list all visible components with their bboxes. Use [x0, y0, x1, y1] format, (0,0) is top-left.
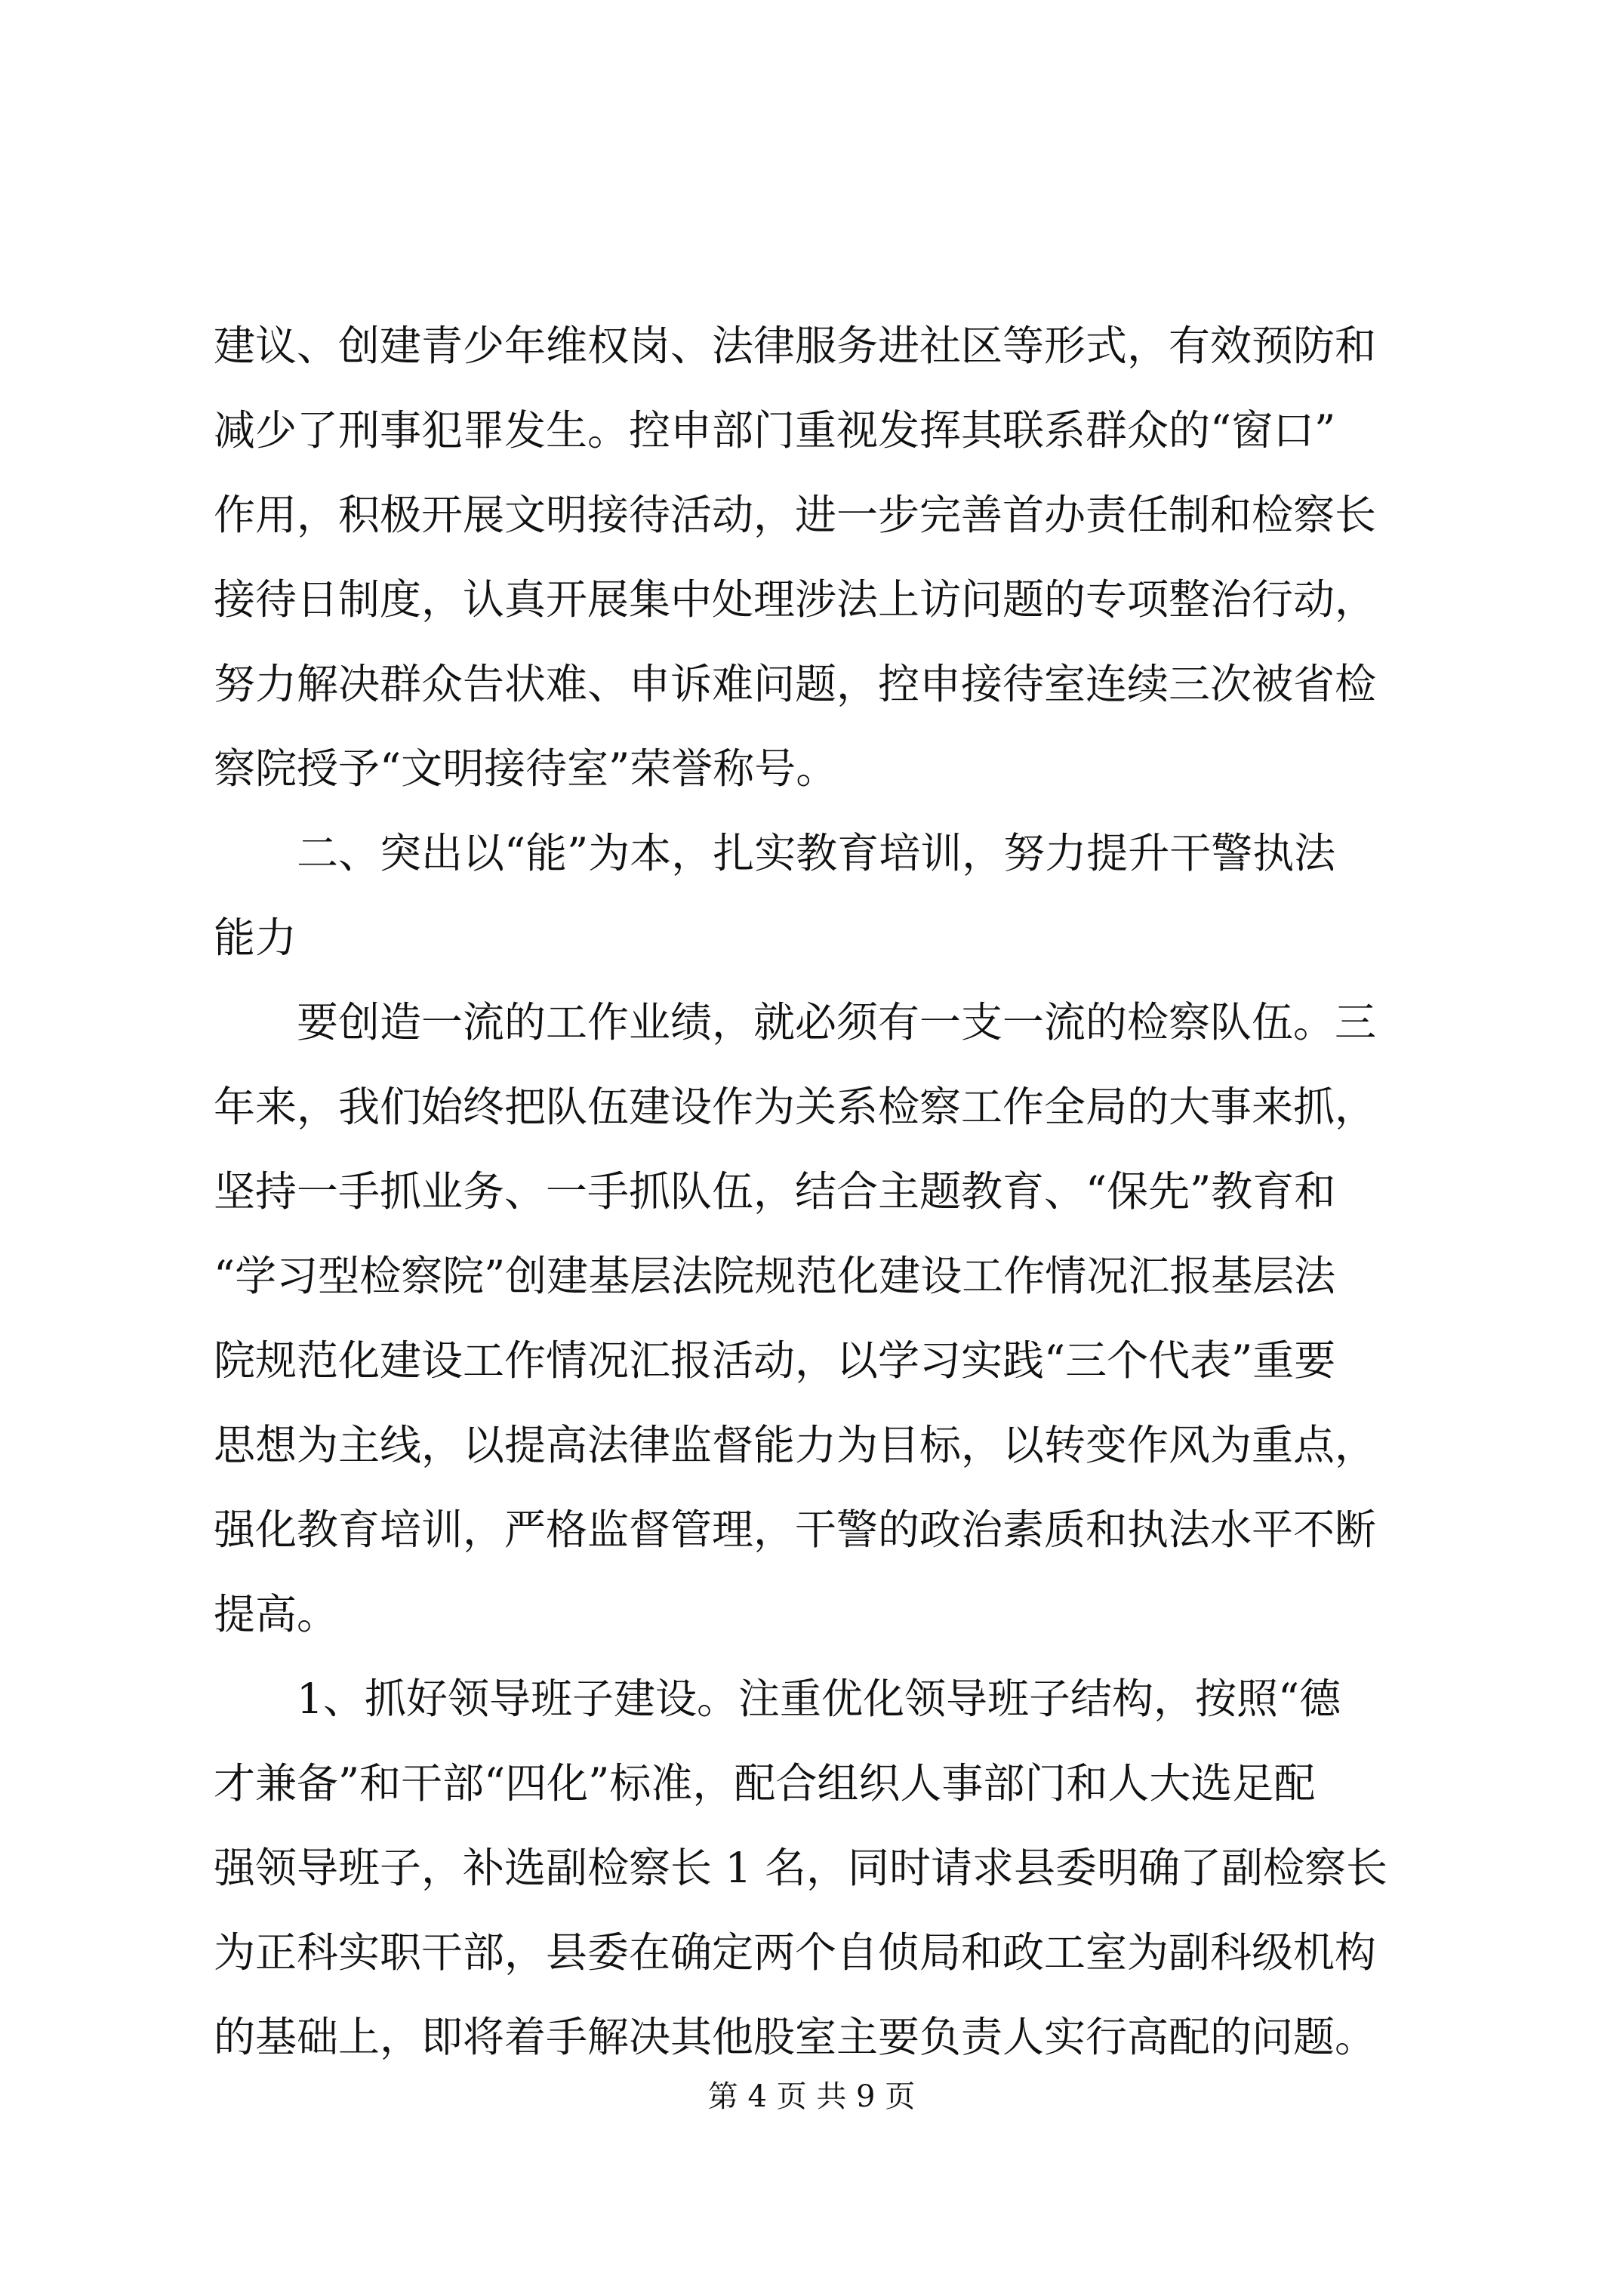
- text-line: 才兼备”和干部“四化”标准，配合组织人事部门和人大选足配: [214, 1759, 1316, 1808]
- text-line: 接待日制度，认真开展集中处理涉法上访问题的专项整治行动，: [214, 575, 1377, 624]
- text-line: 减少了刑事犯罪发生。控申部门重视发挥其联系群众的“窗口”: [214, 406, 1336, 455]
- text-line: 提高。: [214, 1590, 339, 1638]
- text-line: 年来，我们始终把队伍建设作为关系检察工作全局的大事来抓，: [214, 1083, 1377, 1131]
- text-line: 的基础上，即将着手解决其他股室主要负责人实行高配的问题。: [214, 2013, 1377, 2061]
- text-line: 院规范化建设工作情况汇报活动，以学习实践“三个代表”重要: [214, 1336, 1336, 1385]
- text-line: 强领导班子，补选副检察长 1 名，同时请求县委明确了副检察长: [214, 1844, 1387, 1892]
- page-footer: 第 4 页 共 9 页: [707, 2079, 916, 2114]
- text-line: 强化教育培训，严格监督管理，干警的政治素质和执法水平不断: [214, 1505, 1377, 1554]
- text-line: 为正科实职干部，县委在确定两个自侦局和政工室为副科级机构: [214, 1928, 1377, 1977]
- text-line: 建议、创建青少年维权岗、法律服务进社区等形式，有效预防和: [214, 322, 1377, 370]
- text-line: 思想为主线，以提高法律监督能力为目标，以转变作风为重点，: [214, 1421, 1377, 1469]
- body-text: [214, 304, 1433, 2079]
- text-line: “学习型检察院”创建基层法院规范化建设工作情况汇报基层法: [214, 1252, 1336, 1300]
- text-line: 努力解决群众告状难、申诉难问题，控申接待室连续三次被省检: [214, 660, 1377, 708]
- text-line: 坚持一手抓业务、一手抓队伍，结合主题教育、“保先”教育和: [214, 1167, 1336, 1216]
- text-line: 1、抓好领导班子建设。注重优化领导班子结构，按照“德: [214, 1675, 1341, 1723]
- text-line: 察院授予“文明接待室”荣誉称号。: [214, 744, 838, 793]
- section-heading-line: 能力: [214, 914, 297, 962]
- section-heading-line: 二、突出以“能”为本，扎实教育培训，努力提升干警执法: [214, 829, 1336, 877]
- text-line: 作用，积极开展文明接待活动，进一步完善首办责任制和检察长: [214, 491, 1377, 539]
- text-line: 要创造一流的工作业绩，就必须有一支一流的检察队伍。三: [214, 998, 1377, 1046]
